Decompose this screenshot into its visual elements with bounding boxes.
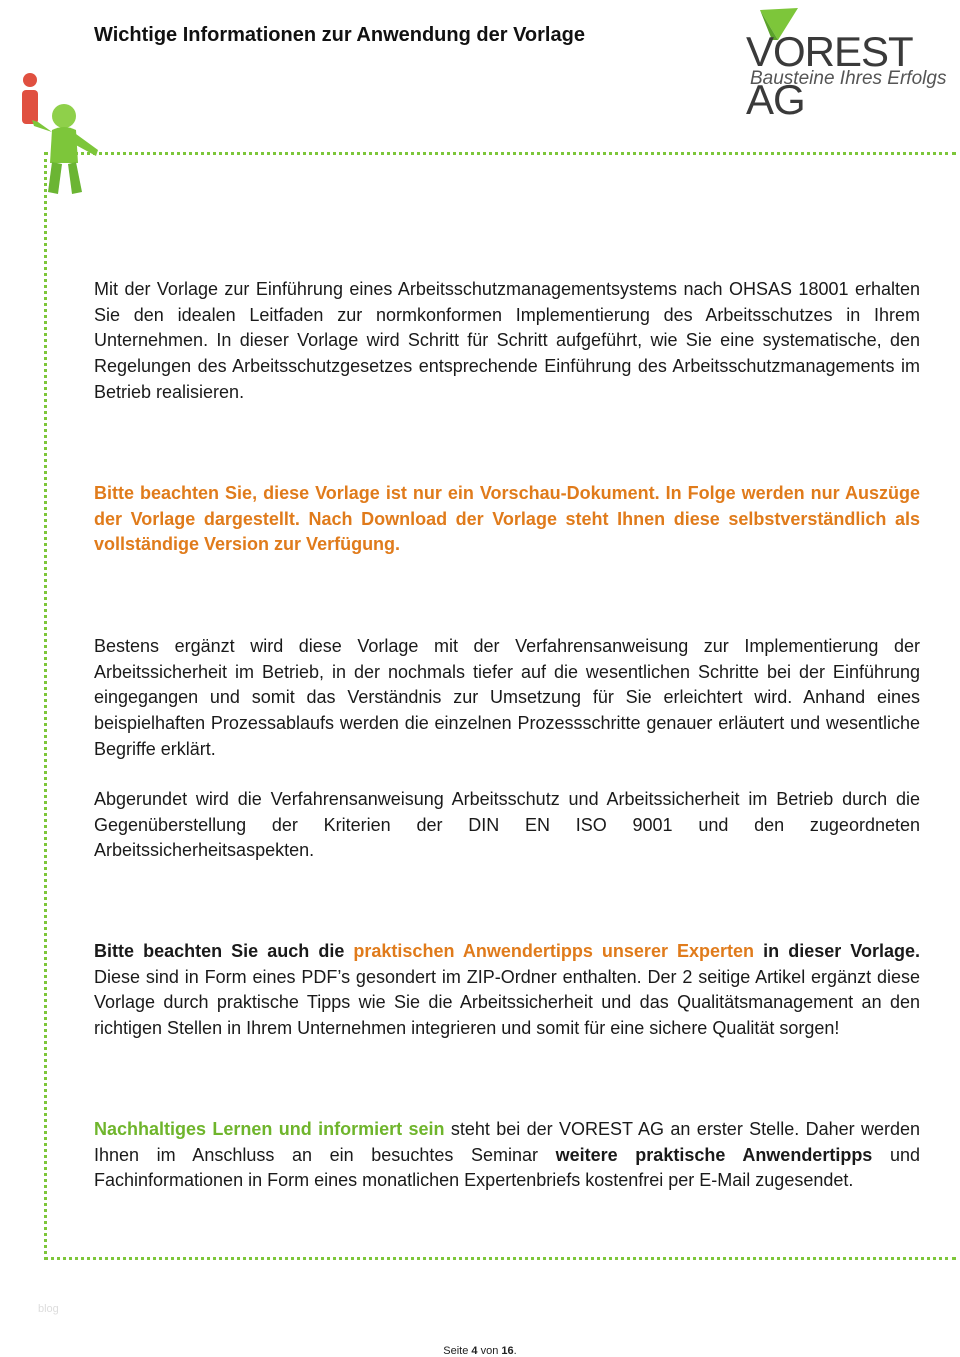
tips-lead-end: in dieser Vorlage.: [754, 941, 920, 961]
supplement-paragraph: Bestens ergänzt wird diese Vorlage mit der Verfahrensanweisung zur Implementierung der Arbeitssicherheit im Betrieb, in der nochmals tiefer auf die wesentlichen Schritte bei der Einführung eingegangen und somit das Verständnis zur Umsetzung für Sie erleichtert wird. Anhand eines beispielhaften Prozessablaufs werden die einzelnen Prozessschritte genauer erläutert und wesentliche Begriffe erklärt.: [94, 636, 920, 759]
learning-highlight: Nachhaltiges Lernen und informiert sein: [94, 1119, 445, 1139]
learning-paragraph: [94, 1117, 920, 1194]
page-footer: [0, 1345, 960, 1357]
intro-paragraph: Mit der Vorlage zur Einführung eines Arbeitsschutzmanagementsystems nach OHSAS 18001 erhalten Sie den idealen Leitfaden zur normkonformen Implementierung des Arbeitsschutzes in Ihrem Unternehmen. In dieser Vorlage wird Schritt für Schritt aufgeführt, wie Sie eine systematische, den Regelungen des Arbeitsschutzgesetzes entsprechende Einführung des Arbeitsschutzmanagements im Betrieb realisieren.: [94, 279, 920, 402]
footer-total-pages: 16: [501, 1345, 514, 1357]
preview-notice: Bitte beachten Sie, diese Vorlage ist nur ein Vorschau-Dokument. In Folge werden nur Auszüge der Vorlage dargestellt. Nach Download der Vorlage steht Ihnen diese selbstverständlich als vollständige Version zur Verfügung.: [94, 483, 920, 555]
tips-paragraph: [94, 939, 920, 1042]
tips-highlight: praktischen Anwendertipps unserer Experten: [353, 941, 755, 961]
watermark: blog: [38, 1303, 59, 1315]
learning-bold: weitere praktische Anwendertipps: [555, 1144, 873, 1165]
footer-suffix: .: [513, 1345, 517, 1357]
footer-middle: von: [477, 1345, 502, 1357]
logo-name: VOREST AG: [746, 28, 912, 123]
rounding-paragraph: Abgerundet wird die Verfahrensanweisung Arbeitsschutz und Arbeitssicherheit im Betrieb durch die Gegenüberstellung der Kriterien der DIN EN ISO 9001 und den zugeordneten Arbeitssicherheitsaspekten.: [94, 789, 920, 861]
tips-rest: Diese sind in Form eines PDF’s gesondert im ZIP-Ordner enthalten. Der 2 seitige Artikel ergänzt diese Vorlage durch praktische Tipps wie Sie die Arbeitssicherheit und das Qualitätsmanagement an den richtigen Stellen in Ihrem Unternehmen integrieren und somit für eine sichere Qualität sorgen!: [94, 966, 920, 1039]
tips-lead: Bitte beachten Sie auch die: [94, 941, 354, 961]
page-title: Wichtige Informationen zur Anwendung der Vorlage: [94, 24, 585, 46]
learning-text-2: und Fachinformationen in Form eines monatlichen Expertenbriefs kostenfrei per E-Mail zugesendet.: [94, 1144, 920, 1191]
learning-text-1: steht bei der VOREST AG an erster Stelle. Daher werden Ihnen im Anschluss an ein besuchtes Seminar: [94, 1119, 920, 1165]
footer-current-page: 4: [471, 1345, 478, 1357]
footer-prefix: Seite: [443, 1345, 472, 1357]
logo-tagline: Bausteine Ihres Erfolgs: [750, 68, 947, 89]
company-logo: [740, 6, 955, 123]
